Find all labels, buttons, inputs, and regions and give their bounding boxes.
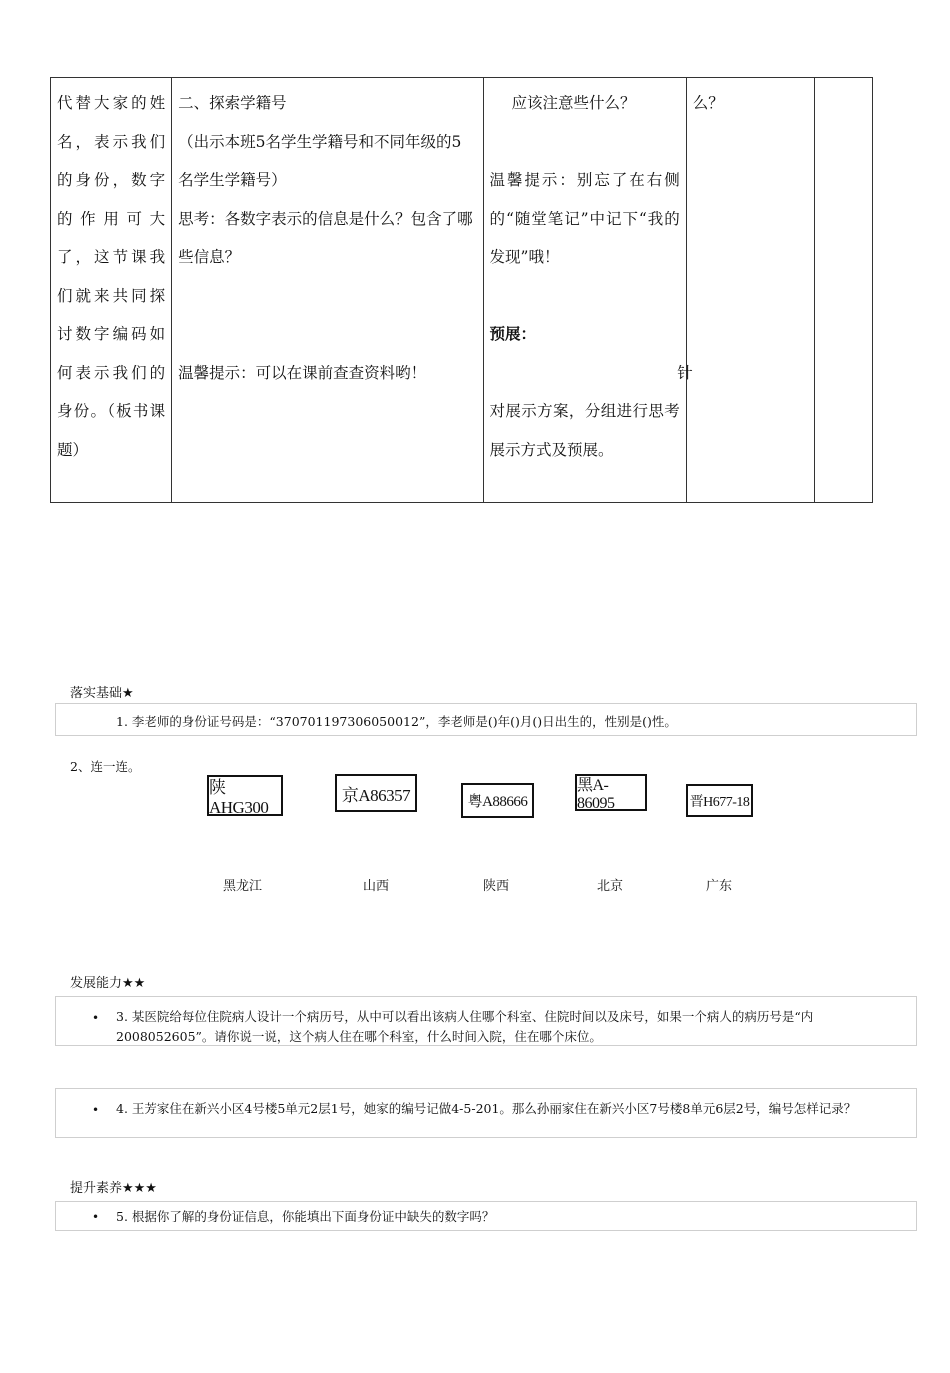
section-improve-title: 提升素养★★★ (70, 1181, 157, 1196)
attention-question: 应该注意些什么？ (511, 94, 636, 112)
license-plate[interactable]: 陕AHG300 (207, 775, 283, 816)
bullet-icon: • (92, 1210, 100, 1224)
question-5: 5. 根据你了解的身份证信息，你能填出下面身份证中缺失的数字吗？ (116, 1209, 495, 1224)
license-plate[interactable]: 晋H677-18 (686, 784, 753, 817)
province-label[interactable]: 陕西 (483, 879, 510, 894)
province-label[interactable]: 广东 (706, 879, 733, 894)
reflection-cell (686, 78, 814, 503)
preview-text: 对展示方案，分组进行思考展示方式及预展。 (489, 402, 680, 459)
think-question: 思考：各数字表示的信息是什么？包含了哪些信息？ (178, 209, 473, 266)
question-4-box (55, 1088, 917, 1138)
question-1: 1. 李老师的身份证号码是：“370701197306050012”，李老师是()年()月()日出生的，性别是()性。 (116, 714, 677, 729)
province-label[interactable]: 黑龙江 (223, 879, 263, 894)
reflection-text: 么？ (692, 94, 724, 112)
province-label[interactable]: 山西 (363, 879, 390, 894)
teacher-activity-text: 代替大家的姓名，表示我们的身份，数字的作用可大了，这节课我们就来共同探讨数字编码如何表示我们的身份。（板书课题） (57, 94, 166, 459)
province-label[interactable]: 北京 (597, 879, 624, 894)
preview-char: 针 (677, 363, 693, 382)
question-5-box (55, 1201, 917, 1231)
license-plate[interactable]: 黑A-86095 (575, 774, 647, 811)
table-row (51, 78, 873, 503)
student-id-note: （出示本班5名学生学籍号和不同年级的5名学生学籍号） (178, 132, 462, 189)
notes-cell (814, 78, 872, 503)
question-3: 3. 某医院给每位住院病人设计一个病历号，从中可以看出该病人住哪个科室、住院时间以及床号，如果一个病人的病历号是“内2008052605”。请你说一说，这个病人住在哪个科室，什么时间入院，住在哪个床位。 (116, 1009, 814, 1044)
preview-label: 预展： (489, 324, 537, 343)
question-3-box (55, 996, 917, 1046)
license-plate[interactable]: 粤A88666 (461, 783, 534, 818)
guidance-cell (483, 78, 693, 503)
notes-tip: 温馨提示：别忘了在右侧的“随堂笔记”中记下“我的发现”哦！ (489, 171, 680, 266)
bullet-icon: • (92, 1011, 100, 1025)
warm-tip: 温馨提示：可以在课前查查资料哟！ (178, 363, 427, 382)
section-develop-title: 发展能力★★ (70, 976, 146, 991)
student-activity-cell (172, 78, 483, 503)
question-1-box (55, 703, 917, 736)
section-basic-title: 落实基础★ (70, 686, 134, 701)
section-heading: 二、探索学籍号 (178, 94, 287, 112)
lesson-plan-table (50, 77, 873, 503)
question-2-label: 2、连一连。 (70, 759, 141, 774)
question-4: 4. 王芳家住在新兴小区4号楼5单元2层1号，她家的编号记做4-5-201。那么孙丽家住在新兴小区7号楼8单元6层2号，编号怎样记录？ (116, 1101, 857, 1116)
bullet-icon: • (92, 1103, 100, 1117)
license-plate[interactable]: 京A86357 (335, 774, 417, 812)
teacher-activity-cell (51, 78, 172, 503)
